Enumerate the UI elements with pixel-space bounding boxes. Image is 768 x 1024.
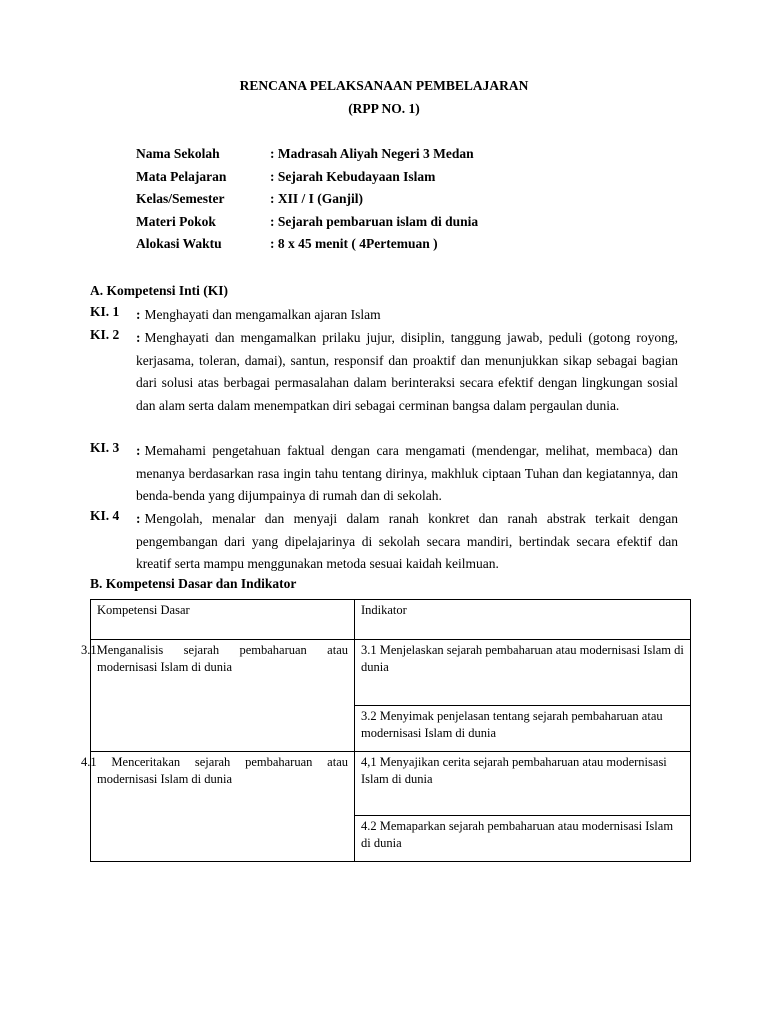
ki-label: KI. 3 [90, 440, 120, 455]
ki-text: Mengolah, menalar dan menyaji dalam ranah konkret dan ranah abstrak terkait dengan pengembangan dari yang dipelajarinya di sekolah secara mandiri, bertindak secara efektif dan kreatif serta mampu menggunakan metoda sesuai kaidah keilmuan. [136, 511, 678, 572]
ki-colon: : [136, 511, 141, 526]
ki-text: Memahami pengetahuan faktual dengan cara mengamati (mendengar, melihat, membaca) dan menanya berdasarkan rasa ingin tahu tentang dirinya, makhluk ciptaan Tuhan dan kegiatannya, dan benda-benda yang dijumpainya di rumah dan di sekolah. [136, 443, 678, 504]
section-a-heading: A. Kompetensi Inti (KI) [90, 283, 228, 298]
ki-label: KI. 4 [90, 508, 120, 523]
ki-text: Menghayati dan mengamalkan prilaku jujur, disiplin, tanggung jawab, peduli (gotong royong, kerjasama, toleran, damai), santun, responsif dan proaktif dan menunjukkan sikap sebagai bagian dari solusi atas berbagai permasalahan dalam berinteraksi secara efektif dengan lingkungan sosial dan alam serta dalam menempatkan diri sebagai cerminan bangsa dalam pergaulan dunia. [136, 330, 678, 413]
ki-text: Menghayati dan mengamalkan ajaran Islam [144, 307, 381, 322]
table-header-row [91, 600, 691, 640]
document-title: RENCANA PELAKSANAAN PEMBELAJARAN [239, 78, 529, 93]
document-subtitle: (RPP NO. 1) [348, 101, 420, 116]
info-label: Mata Pelajaran [136, 168, 227, 184]
ki-item-4 [90, 508, 678, 576]
info-value: : XII / I (Ganjil) [270, 191, 364, 207]
table-row [91, 640, 691, 706]
ki-item-3 [90, 440, 678, 508]
ki-label: KI. 2 [90, 327, 120, 342]
indicator-cell: 4.2 Memaparkan sejarah pembaharuan atau modernisasi Islam di dunia [355, 816, 691, 862]
ki-item-2 [90, 327, 678, 417]
info-value: : Madrasah Aliyah Negeri 3 Medan [270, 146, 474, 161]
table-row [91, 752, 691, 816]
ki-label: KI. 1 [90, 304, 120, 319]
kd-cell: 3.1Menganalisis sejarah pembaharuan atau modernisasi Islam di dunia [91, 640, 355, 752]
info-value: : Sejarah Kebudayaan Islam [270, 168, 436, 184]
competency-table [81, 599, 691, 862]
info-label: Materi Pokok [136, 213, 216, 229]
info-label: Kelas/Semester [136, 191, 225, 207]
section-b-heading: B. Kompetensi Dasar dan Indikator [90, 576, 297, 591]
indicator-cell: 4,1 Menyajikan cerita sejarah pembaharuan atau modernisasi Islam di dunia [355, 752, 691, 816]
info-value: : Sejarah pembaruan islam di dunia [270, 213, 479, 229]
info-value: : 8 x 45 menit ( 4Pertemuan ) [270, 236, 438, 252]
header-cell-kd: Kompetensi Dasar [91, 600, 355, 640]
indicator-cell: 3.2 Menyimak penjelasan tentang sejarah pembaharuan atau modernisasi Islam di dunia [355, 706, 691, 752]
ki-item-1 [90, 304, 678, 327]
header-cell-indicator: Indikator [355, 600, 691, 640]
kd-cell: 4.1 Menceritakan sejarah pembaharuan atau modernisasi Islam di dunia [91, 752, 355, 862]
indicator-cell: 3.1 Menjelaskan sejarah pembaharuan atau modernisasi Islam di dunia [355, 640, 691, 706]
ki-colon: : [136, 307, 141, 322]
ki-colon: : [136, 443, 141, 458]
info-label: Alokasi Waktu [136, 236, 222, 252]
ki-colon: : [136, 330, 141, 345]
info-label: Nama Sekolah [136, 146, 220, 161]
